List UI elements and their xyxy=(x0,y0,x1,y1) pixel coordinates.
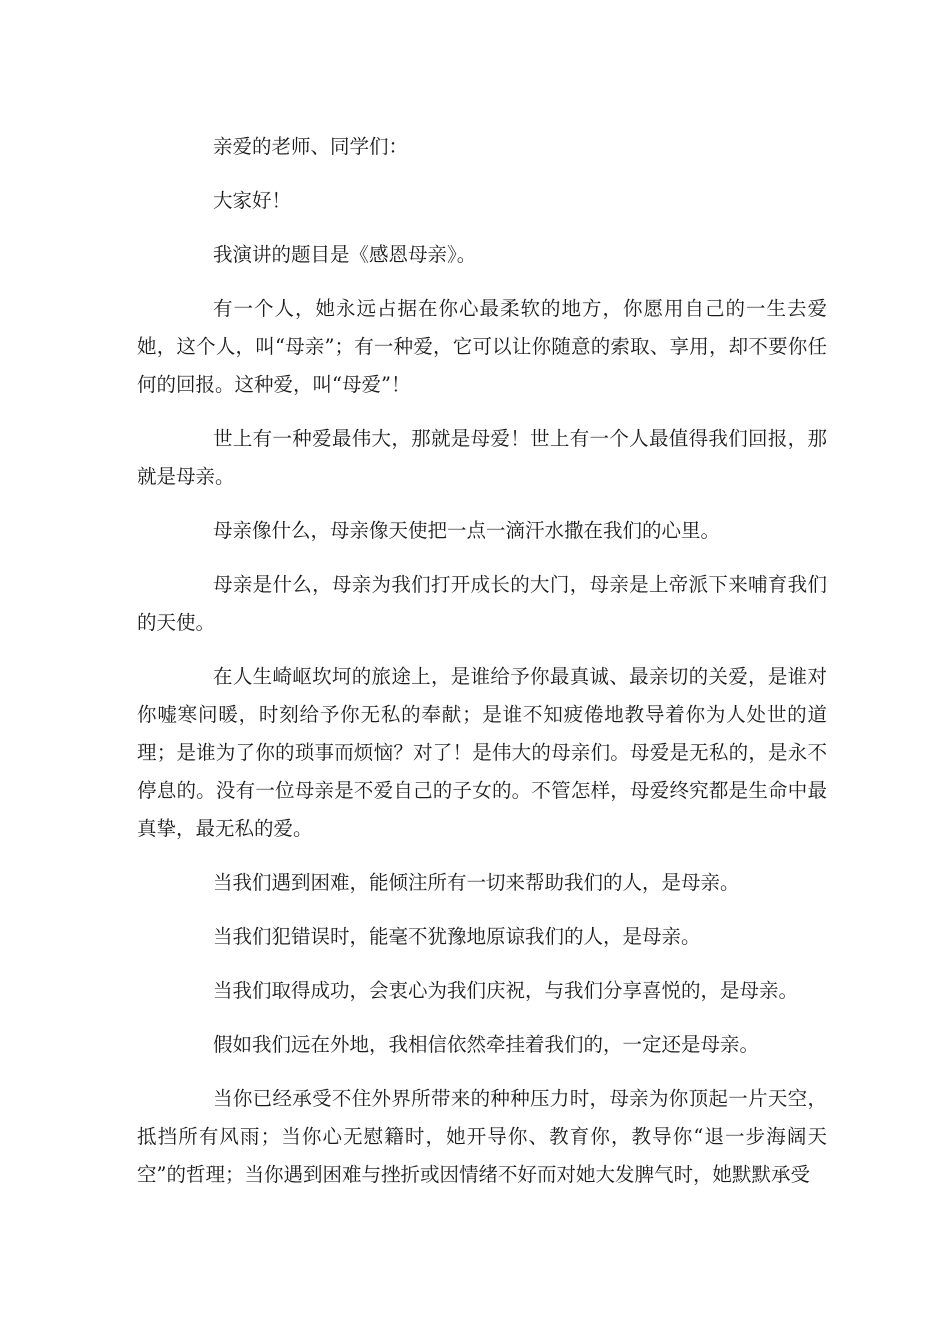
paragraph-8: 当我们取得成功，会衷心为我们庆祝，与我们分享喜悦的，是母亲。 xyxy=(213,979,799,1002)
paragraph-2: 世上有一种爱最伟大，那就是母爱！世上有一个人最值得我们回报，那就是母亲。 xyxy=(137,427,827,488)
paragraph-5: 在人生崎岖坎坷的旅途上，是谁给予你最真诚、最亲切的关爱，是谁对你嘘寒问暖，时刻给予你无私的奉献；是谁不知疲倦地教导着你为人处世的道理；是谁为了你的琐事而烦恼？对了！是伟大的母亲们。母爱是无私的，是永不停息的。没有一位母亲是不爱自己的子女的。不管怎样，母爱终究都是生命中最真挚，最无私的爱。 xyxy=(137,665,827,840)
speech-body xyxy=(137,128,827,1210)
paragraph-9: 假如我们远在外地，我相信依然牵挂着我们的，一定还是母亲。 xyxy=(213,1033,760,1056)
salutation: 亲爱的老师、同学们： xyxy=(213,135,409,158)
speech-topic: 我演讲的题目是《感恩母亲》。 xyxy=(213,243,477,266)
paragraph-6: 当我们遇到困难，能倾注所有一切来帮助我们的人，是母亲。 xyxy=(213,871,740,894)
paragraph-1: 有一个人，她永远占据在你心最柔软的地方，你愿用自己的一生去爱她，这个人，叫“母亲”；有一种爱，它可以让你随意的索取、享用，却不要你任何的回报。这种爱，叫“母爱”！ xyxy=(137,297,827,396)
paragraph-7: 当我们犯错误时，能毫不犹豫地原谅我们的人，是母亲。 xyxy=(213,925,701,948)
greeting: 大家好！ xyxy=(213,189,292,212)
paragraph-3: 母亲像什么，母亲像天使把一点一滴汗水撒在我们的心里。 xyxy=(213,519,721,542)
paragraph-4: 母亲是什么，母亲为我们打开成长的大门，母亲是上帝派下来哺育我们的天使。 xyxy=(137,573,827,634)
paragraph-10: 当你已经承受不住外界所带来的种种压力时，母亲为你顶起一片天空，抵挡所有风雨；当你心无慰籍时，她开导你、教育你，教导你“退一步海阔天空”的哲理；当你遇到困难与挫折或因情绪不好而对她大发脾气时，她默默承受 xyxy=(137,1087,827,1186)
